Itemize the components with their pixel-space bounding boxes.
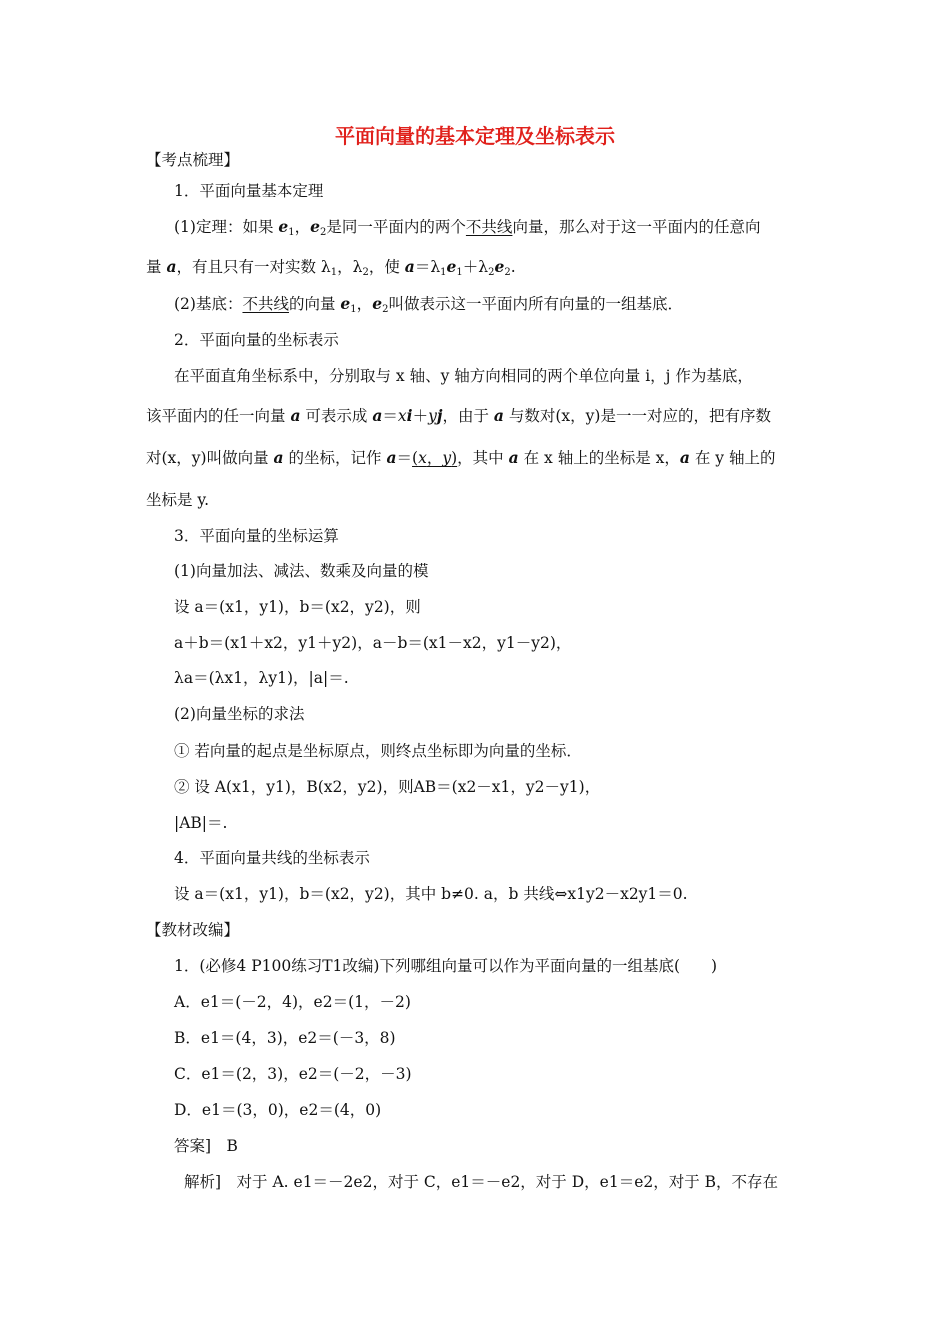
operations-subheading-2: (2)向量坐标的求法 [174, 705, 305, 723]
basis-definition: (2)基底：不共线的向量 $e_1$，$e_2$叫做表示这一平面内所有向量的一组基底． [174, 294, 683, 315]
operations-scalar-modulus: λa＝(λx1，λy1)，|a|＝. [174, 669, 349, 687]
coordinate-text-line-3: 对(x，y)叫做向量 a 的坐标，记作 a＝(x，y)，其中 a 在 x 轴上的坐标是 x，a 在 y 轴上的 [146, 448, 776, 467]
theorem-definition-line-2: 量 a，有且只有一对实数 $\lambda_1$，$\lambda_2$，使 $a=\lambda_1e_1+\lambda_2e_2$. [146, 257, 516, 278]
collinear-condition: 设 a＝(x1，y1)，b＝(x2，y2)，其中 b≠0. a，b 共线⇔x1y2－x2y1＝0. [174, 885, 688, 903]
page-title: 平面向量的基本定理及坐标表示 [335, 124, 615, 148]
theorem-definition-line-1: (1)定理：如果 $e_1$，$e_2$是同一平面内的两个不共线向量，那么对于这一平面内的任意向 [174, 217, 761, 238]
operations-case-1: ① 若向量的起点是坐标原点，则终点坐标即为向量的坐标． [174, 742, 582, 760]
option-a: A．e1＝(－2，4)，e2＝(1，－2) [174, 993, 411, 1011]
operations-sum-difference: a＋b＝(x1＋x2，y1＋y2)，a－b＝(x1－x2，y1－y2)， [174, 634, 572, 652]
question-1: 1．(必修4 P100练习T1改编)下列哪组向量可以作为平面向量的一组基底( ) [174, 957, 718, 975]
section-header-key-points: 【考点梳理】 [146, 151, 240, 169]
operations-setup: 设 a＝(x1，y1)，b＝(x2，y2)，则 [174, 598, 421, 616]
coordinate-text-line-1: 在平面直角坐标系中，分别取与 x 轴、y 轴方向相同的两个单位向量 i，j 作为基底， [174, 367, 753, 385]
analysis: 解析] 对于 A. e1＝－2e2，对于 C，e1＝－e2，对于 D，e1＝e2，对于 B，不存在 [184, 1173, 779, 1191]
coordinate-text-line-2: 该平面内的任一向量 a 可表示成 a＝xi＋yj，由于 a 与数对(x，y)是一一对应的，把有序数 [146, 406, 771, 425]
heading-coordinate-representation: 2．平面向量的坐标表示 [174, 331, 339, 349]
heading-coordinate-operations: 3．平面向量的坐标运算 [174, 527, 339, 545]
heading-collinear: 4．平面向量共线的坐标表示 [174, 849, 370, 867]
operations-subheading-1: (1)向量加法、减法、数乘及向量的模 [174, 562, 429, 580]
option-d: D．e1＝(3，0)，e2＝(4，0) [174, 1101, 382, 1119]
heading-basic-theorem: 1．平面向量基本定理 [174, 182, 324, 200]
operations-case-3: |AB|＝. [174, 814, 228, 832]
coordinate-text-line-4: 坐标是 y. [146, 491, 210, 509]
answer: 答案] B [174, 1137, 238, 1155]
option-c: C．e1＝(2，3)，e2＝(－2，－3) [174, 1065, 412, 1083]
option-b: B．e1＝(4，3)，e2＝(－3，8) [174, 1029, 396, 1047]
section-header-textbook: 【教材改编】 [146, 921, 240, 939]
operations-case-2: ② 设 A(x1，y1)，B(x2，y2)，则AB＝(x2－x1，y2－y1)， [174, 778, 601, 796]
